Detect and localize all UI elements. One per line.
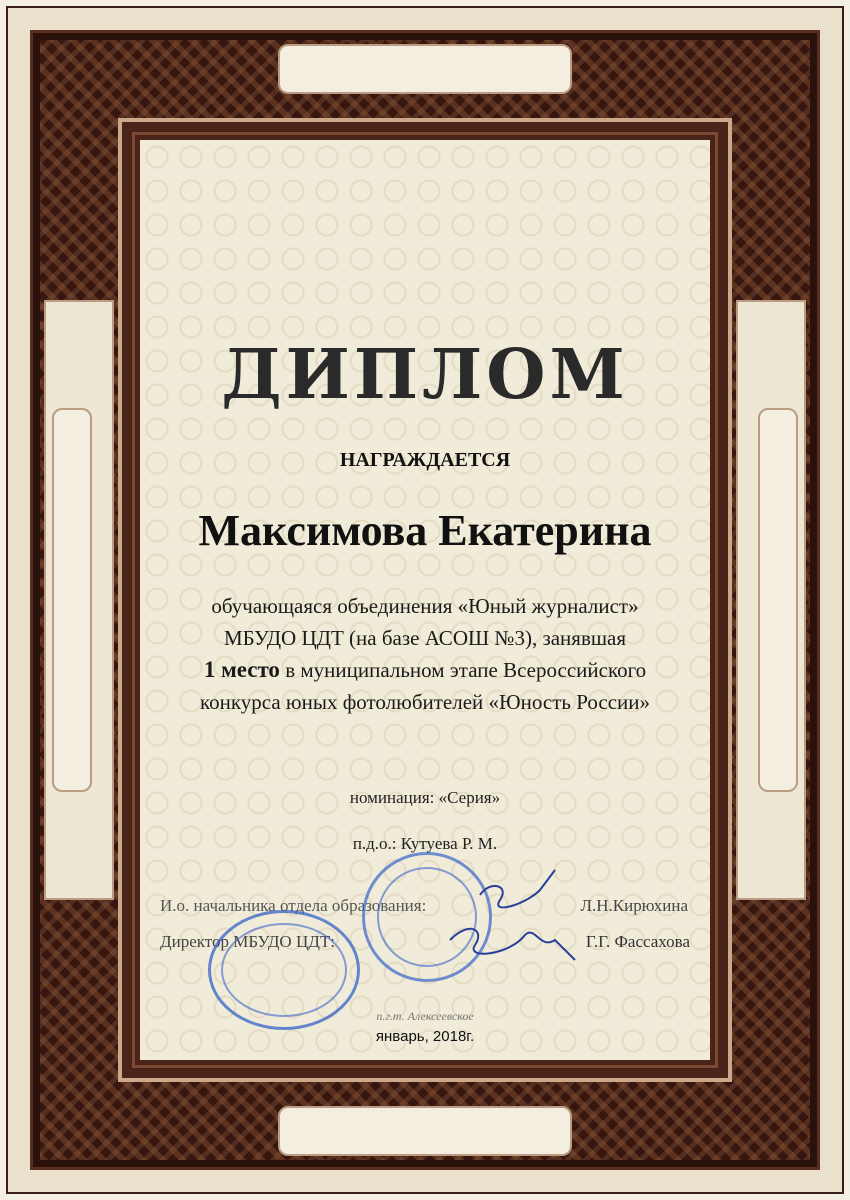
top-tab bbox=[278, 44, 572, 94]
description-line-2: МБУДО ЦДТ (на базе АСОШ №3), занявшая bbox=[223, 626, 627, 650]
description-line-4: конкурса юных фотолюбителей «Юность России» bbox=[199, 690, 650, 714]
description-line-3-rest: в муниципальном этапе Всероссийского bbox=[279, 658, 647, 682]
date: январь, 2018г. bbox=[375, 1028, 475, 1045]
teacher: п.д.о.: Кутуева Р. М. bbox=[352, 834, 498, 853]
place-bold: 1 место bbox=[203, 657, 280, 682]
signature-name-1: Л.Н.Кирюхина bbox=[580, 896, 688, 915]
handwritten-signatures bbox=[430, 860, 590, 980]
signature-role-1: И.о. начальника отдела образования: bbox=[160, 896, 427, 915]
bottom-tab bbox=[278, 1106, 572, 1156]
recipient-name: Максимова Екатерина bbox=[198, 506, 652, 555]
description-line-3 bbox=[120, 654, 730, 686]
award-description bbox=[120, 590, 730, 718]
awarded-label: НАГРАЖДАЕТСЯ bbox=[339, 449, 511, 471]
description-line-1: обучающаяся объединения «Юный журналист» bbox=[211, 594, 639, 618]
location: п.г.т. Алексеевское bbox=[376, 1009, 474, 1023]
signature-role-2: Директор МБУДО ЦДТ: bbox=[160, 932, 335, 951]
signature-name-2: Г.Г. Фассахова bbox=[585, 932, 690, 951]
diploma-title: ДИПЛОМ bbox=[221, 335, 629, 415]
nomination: номинация: «Серия» bbox=[349, 788, 501, 807]
